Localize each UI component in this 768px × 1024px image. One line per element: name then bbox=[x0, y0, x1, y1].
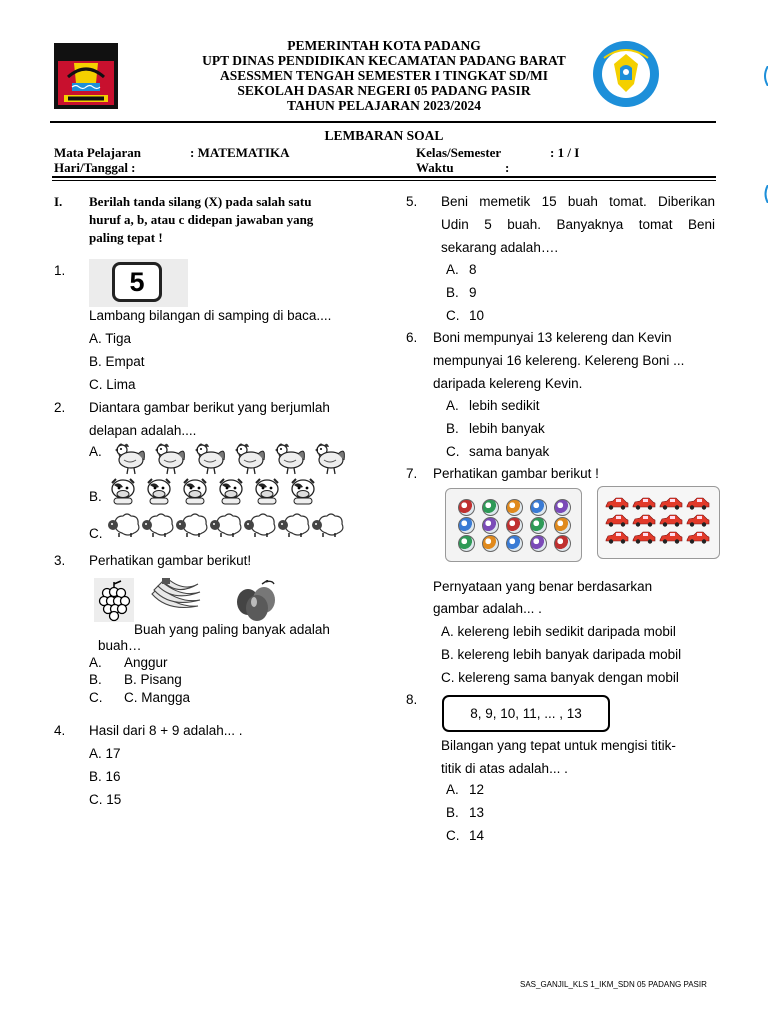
car-icon bbox=[605, 531, 629, 544]
q1-option-c[interactable]: C. Lima bbox=[89, 377, 136, 392]
cow-icon bbox=[144, 477, 174, 505]
q1-number: 1. bbox=[54, 263, 66, 278]
marble-icon bbox=[506, 535, 523, 552]
marble-icon bbox=[506, 499, 523, 516]
sheep-icon bbox=[141, 512, 175, 538]
car-icon bbox=[632, 514, 656, 527]
class-value: : 1 / I bbox=[550, 145, 580, 160]
cow-icon bbox=[180, 477, 210, 505]
q4-option-b[interactable]: B. 16 bbox=[89, 769, 121, 784]
q8-question-line-1: Bilangan yang tepat untuk mengisi titik- bbox=[441, 738, 676, 753]
marble-icon bbox=[458, 517, 475, 534]
q4-number: 4. bbox=[54, 723, 66, 738]
sheep-icon bbox=[277, 512, 311, 538]
q7-statement-line-1: Pernyataan yang benar berdasarkan bbox=[433, 579, 653, 594]
q5-option-a-letter[interactable]: A. bbox=[446, 262, 459, 277]
q8-option-c-letter[interactable]: C. bbox=[446, 828, 460, 843]
q2-option-a[interactable]: A. bbox=[89, 444, 102, 459]
chicken-row bbox=[110, 438, 355, 478]
sheep-icon bbox=[243, 512, 277, 538]
instruction-line-1: Berilah tanda silang (X) pada salah satu bbox=[89, 194, 312, 209]
q3-question: Perhatikan gambar berikut! bbox=[89, 553, 252, 568]
cow-row bbox=[108, 477, 328, 507]
q8-option-b-letter[interactable]: B. bbox=[446, 805, 459, 820]
q2-question-line-2: delapan adalah.... bbox=[89, 423, 197, 438]
q6-question-line-2: mempunyai 16 kelereng. Kelereng Boni ... bbox=[433, 353, 685, 368]
marble-icon bbox=[482, 517, 499, 534]
car-icon bbox=[632, 497, 656, 510]
marble-icon bbox=[530, 499, 547, 516]
q8-question-line-2: titik di atas adalah... . bbox=[441, 761, 568, 776]
marble-icon bbox=[554, 499, 571, 516]
chicken-icon bbox=[150, 438, 188, 476]
q7-option-c[interactable]: C. kelereng sama banyak dengan mobil bbox=[441, 670, 679, 685]
car-icon bbox=[659, 514, 683, 527]
marble-icon bbox=[506, 517, 523, 534]
edge-logo-fragment-2 bbox=[763, 185, 768, 203]
chicken-icon bbox=[270, 438, 308, 476]
q2-option-b[interactable]: B. bbox=[89, 489, 102, 504]
q2-option-c[interactable]: C. bbox=[89, 526, 103, 541]
header-divider bbox=[50, 121, 716, 123]
q3-number: 3. bbox=[54, 553, 66, 568]
q6-question-line-3: daripada kelereng Kevin. bbox=[433, 376, 583, 391]
car-icon bbox=[659, 531, 683, 544]
time-value: : bbox=[505, 160, 510, 175]
q8-option-b-text[interactable]: 13 bbox=[469, 805, 485, 820]
chicken-icon bbox=[230, 438, 268, 476]
subject-value: : MATEMATIKA bbox=[190, 145, 290, 160]
q8-option-a-text[interactable]: 12 bbox=[469, 782, 485, 797]
q6-option-b-text[interactable]: lebih banyak bbox=[469, 421, 545, 436]
q6-option-c-text[interactable]: sama banyak bbox=[469, 444, 550, 459]
sheep-icon bbox=[209, 512, 243, 538]
q7-option-b[interactable]: B. kelereng lebih banyak daripada mobil bbox=[441, 647, 682, 662]
header-line-5: TAHUN PELAJARAN 2023/2024 bbox=[286, 98, 481, 113]
q5-option-b-letter[interactable]: B. bbox=[446, 285, 459, 300]
car-icon bbox=[659, 497, 683, 510]
grape-icon bbox=[94, 578, 134, 622]
q3-option-c-letter[interactable]: C. bbox=[89, 690, 103, 705]
meta-divider-bottom bbox=[52, 180, 716, 181]
car-icon bbox=[605, 514, 629, 527]
q1-option-a[interactable]: A. Tiga bbox=[89, 331, 132, 346]
q5-option-a-text[interactable]: 8 bbox=[469, 262, 477, 277]
q3-stem-line-2: buah… bbox=[98, 638, 142, 653]
q3-option-b-letter[interactable]: B. bbox=[89, 672, 102, 687]
q4-option-a[interactable]: A. 17 bbox=[89, 746, 121, 761]
car-icon bbox=[605, 497, 629, 510]
q4-question: Hasil dari 8 + 9 adalah... . bbox=[89, 723, 243, 738]
q2-question-line-1: Diantara gambar berikut yang berjumlah bbox=[89, 400, 330, 415]
marble-icon bbox=[458, 535, 475, 552]
cow-icon bbox=[252, 477, 282, 505]
q1-option-b[interactable]: B. Empat bbox=[89, 354, 145, 369]
q7-option-a[interactable]: A. kelereng lebih sedikit daripada mobil bbox=[441, 624, 676, 639]
q6-question-line-1: Boni mempunyai 13 kelereng dan Kevin bbox=[433, 330, 672, 345]
q3-option-b-text[interactable]: B. Pisang bbox=[124, 672, 182, 687]
sheep-icon bbox=[311, 512, 345, 538]
chicken-icon bbox=[190, 438, 228, 476]
q6-option-c-letter[interactable]: C. bbox=[446, 444, 460, 459]
mango-icon bbox=[232, 580, 280, 622]
car-icon bbox=[686, 514, 710, 527]
q6-number: 6. bbox=[406, 330, 418, 345]
q5-option-b-text[interactable]: 9 bbox=[469, 285, 477, 300]
subject-label: Mata Pelajaran bbox=[54, 145, 142, 160]
banana-icon bbox=[148, 578, 203, 616]
marble-icon bbox=[554, 535, 571, 552]
class-label: Kelas/Semester bbox=[416, 145, 502, 160]
marble-icon bbox=[530, 517, 547, 534]
q3-option-a-text[interactable]: Anggur bbox=[124, 655, 168, 670]
chicken-icon bbox=[110, 438, 148, 476]
q4-option-c[interactable]: C. 15 bbox=[89, 792, 122, 807]
meta-divider-top bbox=[52, 176, 716, 178]
footer-code: SAS_GANJIL_KLS 1_IKM_SDN 05 PADANG PASIR bbox=[520, 980, 707, 989]
q5-option-c-text[interactable]: 10 bbox=[469, 308, 485, 323]
q5-question-line-3: sekarang adalah…. bbox=[441, 240, 559, 255]
cow-icon bbox=[288, 477, 318, 505]
sheep-icon bbox=[175, 512, 209, 538]
instruction-line-2: huruf a, b, atau c didepan jawaban yang bbox=[89, 212, 314, 227]
q3-option-a-letter[interactable]: A. bbox=[89, 655, 102, 670]
marble-icon bbox=[482, 499, 499, 516]
header-line-2: UPT DINAS PENDIDIKAN KECAMATAN PADANG BARAT bbox=[202, 53, 566, 68]
marble-icon bbox=[554, 517, 571, 534]
car-panel bbox=[597, 486, 720, 559]
header-line-4: SEKOLAH DASAR NEGERI 05 PADANG PASIR bbox=[237, 83, 531, 98]
q2-number: 2. bbox=[54, 400, 66, 415]
q8-option-a-letter[interactable]: A. bbox=[446, 782, 459, 797]
sheet-title: LEMBARAN SOAL bbox=[324, 128, 444, 143]
instruction-numeral: I. bbox=[54, 194, 63, 209]
numeral-card bbox=[89, 259, 188, 307]
q1-question: Lambang bilangan di samping di baca.... bbox=[89, 308, 332, 323]
q3-stem-line-1: Buah yang paling banyak adalah bbox=[134, 622, 330, 637]
q6-option-a-letter[interactable]: A. bbox=[446, 398, 459, 413]
marble-icon bbox=[530, 535, 547, 552]
q7-number: 7. bbox=[406, 466, 418, 481]
q5-question-line-1: Beni memetik 15 buah tomat. Diberikan bbox=[441, 194, 715, 209]
q3-option-c-text[interactable]: C. Mangga bbox=[124, 690, 191, 705]
q5-number: 5. bbox=[406, 194, 418, 209]
time-label: Waktu bbox=[416, 160, 454, 175]
marble-icon bbox=[482, 535, 499, 552]
q5-question-line-2: Udin 5 buah. Banyaknya tomat Beni bbox=[441, 217, 715, 232]
cow-icon bbox=[108, 477, 138, 505]
q7-question: Perhatikan gambar berikut ! bbox=[433, 466, 599, 481]
header-line-3: ASESSMEN TENGAH SEMESTER I TINGKAT SD/MI bbox=[220, 68, 548, 83]
q8-number: 8. bbox=[406, 692, 418, 707]
sequence-text: 8, 9, 10, 11, ... , 13 bbox=[470, 706, 582, 721]
q7-statement-line-2: gambar adalah... . bbox=[433, 601, 542, 616]
chicken-icon bbox=[310, 438, 348, 476]
marble-icon bbox=[458, 499, 475, 516]
sequence-box bbox=[442, 695, 610, 732]
instruction-line-3: paling tepat ! bbox=[89, 230, 163, 245]
date-label: Hari/Tanggal : bbox=[54, 160, 136, 175]
sheep-row bbox=[107, 512, 352, 540]
q8-option-c-text[interactable]: 14 bbox=[469, 828, 485, 843]
cow-icon bbox=[216, 477, 246, 505]
car-icon bbox=[686, 531, 710, 544]
sheep-icon bbox=[107, 512, 141, 538]
marble-panel bbox=[445, 488, 582, 562]
car-icon bbox=[686, 497, 710, 510]
numeral-card-digit: 5 bbox=[112, 262, 162, 302]
q5-option-c-letter[interactable]: C. bbox=[446, 308, 460, 323]
q6-option-b-letter[interactable]: B. bbox=[446, 421, 459, 436]
q6-option-a-text[interactable]: lebih sedikit bbox=[469, 398, 540, 413]
header-line-1: PEMERINTAH KOTA PADANG bbox=[287, 38, 481, 53]
car-icon bbox=[632, 531, 656, 544]
